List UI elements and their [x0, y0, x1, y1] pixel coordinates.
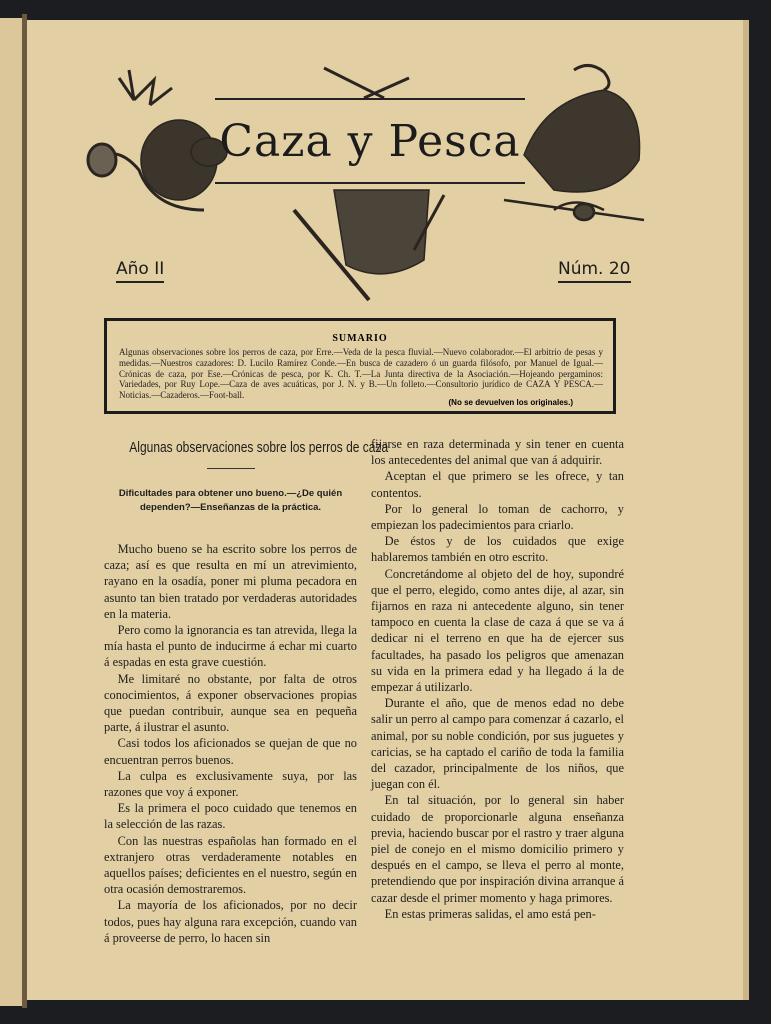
paragraph: Me limitaré no obstante, por falta de otros conocimientos, á exponer observaciones propias que puedan contribuir, aunque sea en pequeña parte, á ilustrar el asunto.: [104, 671, 357, 735]
deer-head-engraving: [119, 70, 227, 200]
title-rule: [207, 468, 255, 469]
paragraph: Pero como la ignorancia es tan atrevida, llega la mía hasta el punto de inducirme á echar mi cuarto á espadas en esta grave cuestión.: [104, 623, 357, 670]
article-column-1: [104, 436, 389, 946]
paragraph: Con las nuestras españolas han formado en el extranjero otras verdaderamente notables en aquellos países; deficientes en el nuestro, según en otra ocasión demostraremos.: [104, 833, 357, 897]
paragraph: En estas primeras salidas, el amo está pen-: [384, 906, 596, 921]
paragraph: Concretándome al objeto del de hoy, supondré que el perro, elegido, como antes dije, al azar, sin fijarnos en raza ni antecedente alguno, sin tener tampoco en cuenta la clase de caza á que se va á dedicar ni el terreno en que ha de ejercer sus facultades, ha pasado los peligros que amenazan su vida en la primera edad y ha llegado á la de empezar á utilizarlo.: [371, 566, 624, 695]
article-subhead: Dificultades para obtener uno bueno.—¿De quién dependen?—Enseñanzas de la práctica.: [118, 488, 343, 513]
crossed-arrow: [324, 68, 409, 98]
summary-text: Algunas observaciones sobre los perros de caza, por Erre.—Veda de la pesca fluvial.—Nuevo colaborador.—El arbitrio de pesas y medidas.—Nuestros cazadores: D. Lucilo Ramírez Conde.—En busca de cazadero ó un guarda filósofo, por Manuel de Igual.—Crónicas de caza, por Ese.—Crónicas de pesca, por K. Ch. T.—La Junta directiva de la Asociación.—Hojeando pergaminos: Variedades, por Ruy Lope.—Caza de aves acuáticas, por J. N. y B.—Un folleto.—Consultorio jurídico de CAZA Y PESCA.—Noticias.—Cazaderos.—Foot-ball.: [119, 347, 603, 401]
paragraph: Durante el año, que de menos edad no debe salir un perro al campo para comenzar á cazarlo, el animal, por su noble condición, por sus juguetes y caricias, se ha captado el cariño de toda la familia del cazador, principalmente de los niños, que juegan con él.: [371, 696, 624, 792]
summary-box: [104, 318, 616, 414]
hunting-bag-engraving: [294, 190, 444, 300]
paragraph-continued: fijarse en raza determinada y sin tener en cuenta los antecedentes del animal que van á adquirir.: [371, 437, 624, 468]
originals-note: (No se devuelven los originales.): [448, 398, 573, 407]
paragraph: En tal situación, por lo general sin haber cuidado de proporcionarle alguna enseñanza previa, haciendo buscar por el rastro y traer alguna piel de conejo en el mismo domicilio primero y después en el campo, se lleva el perro al monte, pretendiendo que por inspiración divina arranque á cazar desde el primer momento y haga primores.: [371, 793, 624, 905]
magazine-title: Caza y Pesca: [219, 115, 521, 167]
paragraph: Por lo general lo toman de cachorro, y empiezan los padecimientos para criarlo.: [371, 501, 624, 533]
issue-number: Núm. 20: [558, 259, 631, 283]
boar-head-engraving: [524, 65, 640, 192]
paragraph: Aceptan el que primero se les ofrece, y tan contentos.: [371, 469, 624, 500]
paragraph: Casi todos los aficionados se quejan de que no encuentran perros buenos.: [104, 736, 357, 767]
fishing-rod-and-leaves: [504, 200, 644, 220]
facing-page-edge: [0, 18, 24, 1006]
paragraph: La mayoría de los aficionados, por no decir todos, pues hay alguna rara excepción, cuando van á proveerse de perro, lo hacen sin: [104, 898, 357, 945]
article-title: Algunas observaciones sobre los perros de caza: [129, 439, 389, 456]
paragraph: La culpa es exclusivamente suya, por las razones que voy á exponer.: [104, 768, 357, 800]
paragraph: Es la primera el poco cuidado que tenemos en la selección de las razas.: [104, 801, 357, 832]
summary-heading: SUMARIO: [332, 333, 388, 344]
article-column-2: [371, 436, 624, 922]
year-label: Año II: [116, 259, 164, 283]
title-banner: [215, 98, 525, 184]
paragraph: Mucho bueno se ha escrito sobre los perros de caza; así es que resulta en mí un atrevimiento, rayano en la osadía, poner mi pluma pecadora en asunto tan bien tratado por verdaderas autoridades en la materia.: [104, 542, 357, 621]
page-edge: [743, 20, 749, 1000]
paragraph: De éstos y de los cuidados que exige hablaremos también en otro escrito.: [371, 534, 624, 565]
